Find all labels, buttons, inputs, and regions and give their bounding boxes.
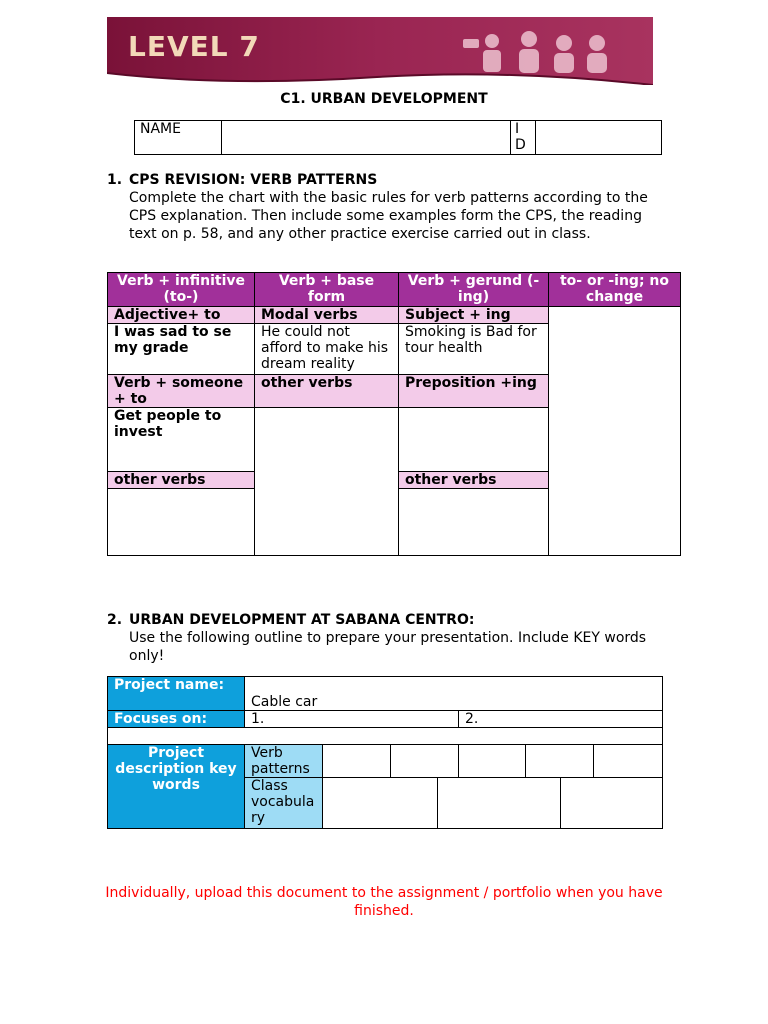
header-verb-infinitive: Verb + infinitive (to-) <box>108 273 255 307</box>
id-label: I D <box>511 121 536 155</box>
header-no-change: to- or -ing; no change <box>549 273 681 307</box>
focus-1-field[interactable]: 1. <box>245 711 459 728</box>
example-subject-ing[interactable]: Smoking is Bad for tour health <box>399 324 549 375</box>
name-field[interactable] <box>222 121 511 155</box>
level-title: LEVEL 7 <box>128 30 260 63</box>
id-field[interactable] <box>536 121 662 155</box>
name-id-table <box>134 120 662 155</box>
verb-patterns-label: Verb patterns <box>245 745 323 778</box>
verb-pattern-cell-4[interactable] <box>526 745 594 778</box>
rule-subject-ing: Subject + ing <box>399 307 549 324</box>
rule-verb-someone-to: Verb + someone + to <box>108 375 255 408</box>
focuses-label: Focuses on: <box>108 711 245 728</box>
example-verb-someone-to[interactable]: Get people to invest <box>108 408 255 472</box>
spacer-row <box>108 728 663 745</box>
verb-pattern-cell-3[interactable] <box>459 745 526 778</box>
focus-2-field[interactable]: 2. <box>459 711 663 728</box>
section1-instructions: Complete the chart with the basic rules for verb patterns according to the CPS explanation. Then include some examples form the CPS, the reading text on p. 58, and any other practice exercise carried out in class. <box>129 190 648 242</box>
project-name-field[interactable] <box>245 677 663 711</box>
section2-instructions: Use the following outline to prepare your presentation. Include KEY words only! <box>129 630 647 664</box>
header-verb-gerund: Verb + gerund (- ing) <box>399 273 549 307</box>
rule-other-verbs-gerund: other verbs <box>399 472 549 489</box>
section1-heading: CPS REVISION: VERB PATTERNS <box>129 172 378 188</box>
rule-modal-verbs: Modal verbs <box>255 307 399 324</box>
verb-pattern-cell-1[interactable] <box>323 745 391 778</box>
example-other-verbs-infinitive[interactable] <box>108 489 255 556</box>
rule-other-verbs-base: other verbs <box>255 375 399 408</box>
verb-patterns-table <box>107 272 681 556</box>
upload-instruction: Individually, upload this document to the assignment / portfolio when you have finished. <box>105 885 663 919</box>
class-vocabulary-label: Class vocabula ry <box>245 778 323 829</box>
page-title: C1. URBAN DEVELOPMENT <box>280 91 488 107</box>
verb-pattern-cell-2[interactable] <box>391 745 459 778</box>
project-name-value: Cable car <box>251 694 318 710</box>
rule-other-verbs-infinitive: other verbs <box>108 472 255 489</box>
project-name-label: Project name: <box>108 677 245 711</box>
rule-adjective-to: Adjective+ to <box>108 307 255 324</box>
section2-heading: URBAN DEVELOPMENT AT SABANA CENTRO: <box>129 612 475 628</box>
rule-preposition-ing: Preposition +ing <box>399 375 549 408</box>
section1-number: 1. <box>107 172 123 188</box>
vocabulary-cell-2[interactable] <box>438 778 561 829</box>
example-adjective-to[interactable]: I was sad to se my grade <box>108 324 255 375</box>
verb-pattern-cell-5[interactable] <box>594 745 663 778</box>
no-change-cell[interactable] <box>549 307 681 556</box>
vocabulary-cell-1[interactable] <box>323 778 438 829</box>
header-verb-base: Verb + base form <box>255 273 399 307</box>
project-description-label: Project description key words <box>108 745 245 829</box>
name-label: NAME <box>135 121 222 155</box>
example-preposition-ing[interactable] <box>399 408 549 472</box>
base-other-verbs-cell[interactable] <box>255 408 399 556</box>
example-other-verbs-gerund[interactable] <box>399 489 549 556</box>
vocabulary-cell-3[interactable] <box>561 778 663 829</box>
project-outline-table <box>107 676 663 829</box>
section2-number: 2. <box>107 612 123 628</box>
example-modal-verbs[interactable]: He could not afford to make his dream reality <box>255 324 399 375</box>
